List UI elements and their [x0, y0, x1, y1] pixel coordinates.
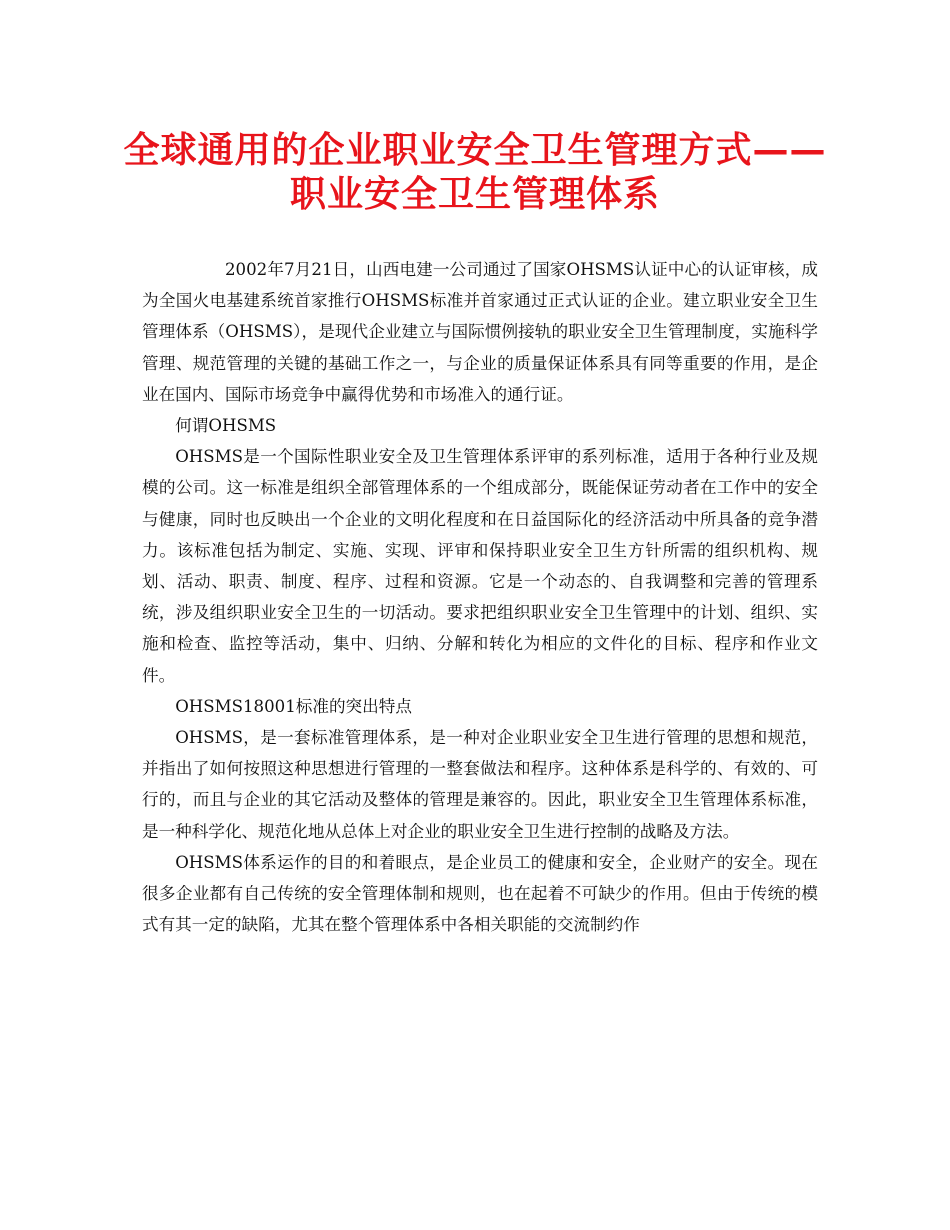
document-title-line2: 职业安全卫生管理体系 — [289, 174, 660, 215]
paragraph-intro: 2002年7月21日，山西电建一公司通过了国家OHSMS认证中心的认证审核，成为全国火电基建系统首家推行OHSMS标准并首家通过正式认证的企业。建立职业安全卫生管理体系（OHSMS），是现代企业建立与国际惯例接轨的职业安全卫生管理制度，实施科学管理、规范管理的关键的基础工作之一，与企业的质量保证体系具有同等重要的作用，是企业在国内、国际市场竞争中赢得优势和市场准入的通行证。 — [142, 260, 818, 404]
section-heading-features: OHSMS18001标准的突出特点 — [175, 696, 412, 716]
paragraph-features: OHSMS，是一套标准管理体系，是一种对企业职业安全卫生进行管理的思想和规范，并指出了如何按照这种思想进行管理的一整套做法和程序。这种体系是科学的、有效的、可行的，而且与企业的其它活动及整体的管理是兼容的。因此，职业安全卫生管理体系标准，是一种科学化、规范化地从总体上对企业的职业安全卫生进行控制的战略及方法。 — [142, 728, 818, 841]
paragraph-purpose: OHSMS体系运作的目的和着眼点，是企业员工的健康和安全，企业财产的安全。现在很多企业都有自己传统的安全管理体制和规则，也在起着不可缺少的作用。但由于传统的模式有其一定的缺陷，尤其在整个管理体系中各相关职能的交流制约作 — [142, 852, 818, 935]
document-title-line1: 全球通用的企业职业安全卫生管理方式—— — [123, 130, 827, 171]
document-body — [142, 254, 818, 940]
section-heading-what-is-ohsms: 何谓OHSMS — [175, 416, 277, 436]
paragraph-ohsms-definition: OHSMS是一个国际性职业安全及卫生管理体系评审的系列标准，适用于各种行业及规模的公司。这一标准是组织全部管理体系的一个组成部分，既能保证劳动者在工作中的安全与健康，同时也反映出一个企业的文明化程度和在日益国际化的经济活动中所具备的竞争潜力。该标准包括为制定、实施、实现、评审和保持职业安全卫生方针所需的组织机构、规划、活动、职责、制度、程序、过程和资源。它是一个动态的、自我调整和完善的管理系统，涉及组织职业安全卫生的一切活动。要求把组织职业安全卫生管理中的计划、组织、实施和检查、监控等活动，集中、归纳、分解和转化为相应的文件化的目标、程序和作业文件。 — [142, 447, 818, 685]
